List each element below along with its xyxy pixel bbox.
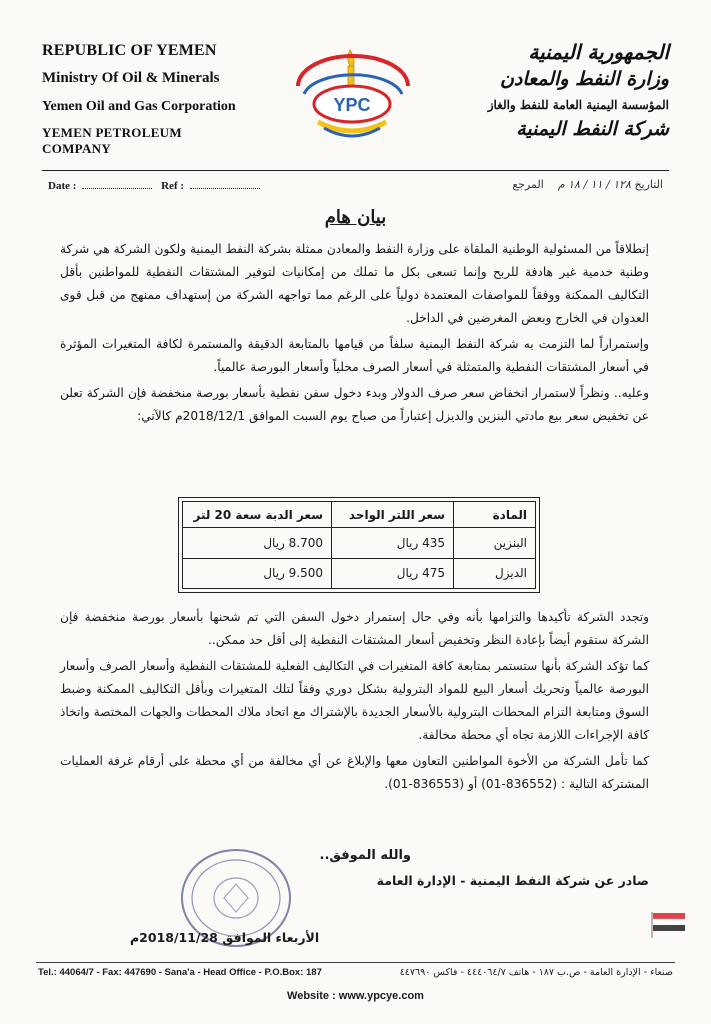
handwritten-date: ١٢٨ / ١١ / ١٨ م: [557, 178, 631, 191]
header-divider: [42, 170, 669, 171]
petrol-price-can: 8.700 ريال: [183, 528, 332, 558]
ypc-logo: [288, 44, 418, 144]
petrol-price-liter: 435 ريال: [332, 528, 454, 558]
company-name-ar: شركة النفط اليمنية: [516, 118, 669, 140]
paragraph-1: إنطلاقاً من المسئولية الوطنية الملقاة على وزارة النفط والمعادن ممثلة بشركة النفط اليمنية ولكون الشركة هي شركة وطنية خدمية غير هادفة للربح وإنما تسعى بكل ما تملك من إمكانيات لتوفير المشتقات النفطية للمواطنين بأقل التكاليف الممكنة ووفقاً للمواصفات المعتمدة دولياً على الرغم مما تواجهه الشركة من إستهداف ممنهج من قبل قوى العدوان في الخارج وبعض المغرضين في الداخل.: [60, 242, 649, 325]
diesel-price-liter: 475 ريال: [332, 558, 454, 588]
country-name-en: REPUBLIC OF YEMEN: [42, 42, 217, 59]
corporation-name-en: Yemen Oil and Gas Corporation: [42, 99, 236, 114]
footer-contact-en: Tel.: 44064/7 - Fax: 447690 - Sana'a - Head Office - P.O.Box: 187: [38, 967, 322, 978]
website-link[interactable]: Website : www.ypcye.com: [287, 990, 424, 1002]
ar-ref-label: المرجع: [512, 178, 544, 191]
date-ref-ar: [512, 178, 663, 191]
header-price-per-20l-can: سعر الدبة سعة 20 لتر: [183, 502, 332, 528]
footer-contact-ar: صنعاء - الإدارة العامة - ص.ب ١٨٧ - هاتف ٤٤٤٠٦٤/٧ - فاكس ٤٤٧٦٩٠: [399, 967, 673, 978]
header-price-per-liter: سعر اللتر الواحد: [332, 502, 454, 528]
price-table: [182, 501, 536, 589]
country-name-ar: الجمهورية اليمنية: [528, 40, 669, 64]
paragraph-5: كما تؤكد الشركة بأنها ستستمر بمتابعة كافة المتغيرات في التكاليف الفعلية للمشتقات النفطية وأسعار الصرف وأسعار البورصة عالمياً وتحريك أسعار البيع للمواد البترولية بشكل دوري وفقاً لتلك المتغيرات وبأقل التكاليف الممكنة وضبط السوق ومتابعة التزام المحطات البترولية بالأسعار الجديدة بالإشتراك مع اتحاد ملاك المحطات والجهات المختصة واتخاذ كافة الإجراءات اللازمة تجاه أي محطة مخالفة.: [60, 659, 649, 742]
company-name-en: YEMEN PETROLEUM COMPANY: [42, 125, 182, 156]
closing-phrase: والله الموفق..: [319, 848, 411, 863]
footer-contact: [38, 967, 673, 981]
date-label: Date :: [48, 180, 77, 192]
diesel-price-can: 9.500 ريال: [183, 558, 332, 588]
paragraph-6: كما تأمل الشركة من الأخوة المواطنين التعاون معها والإبلاغ عن أي مخالفة من أي محطة على أرقام غرفة العمليات المشتركة التالية : (836552-01) أو (836553-01).: [60, 754, 649, 791]
english-letterhead: [42, 42, 252, 157]
ministry-name-ar: وزارة النفط والمعادن: [499, 68, 669, 90]
date-ref-line: [42, 178, 669, 196]
logo-text: YPC: [333, 95, 371, 115]
statement-body: [60, 238, 649, 428]
ref-label: Ref :: [161, 180, 185, 192]
statement-body-continued: [60, 606, 649, 799]
table-header-row: [183, 502, 536, 528]
table-row: [183, 528, 536, 558]
document-title: بيان هام: [324, 207, 387, 228]
corporation-name-ar: المؤسسة اليمنية العامة للنفط والغاز: [487, 98, 669, 112]
ministry-name-en: Ministry Of Oil & Minerals: [42, 70, 220, 86]
date-ref-en: [48, 180, 266, 192]
footer-divider: [36, 962, 675, 963]
paragraph-4: وتجدد الشركة تأكيدها والتزامها بأنه وفي حال إستمرار دخول السفن التي تم شحنها بأسعار بورصة منخفضة فإن الشركة ستقوم أيضاً بإعادة النظر وتخفيض أسعار المشتقات النفطية إلى أقل حد ممكن..: [60, 610, 649, 647]
paragraph-3: وعليه.. ونظراً لاستمرار انخفاض سعر صرف الدولار وبدء دخول سفن نفطية بأسعار بورصة منخفضة فإن الشركة تعلن عن تخفيض سعر بيع مادتي البنزين والديزل إعتباراً من صباح يوم السبت الموافق 2018/12/1م كالآتي:: [60, 386, 649, 423]
yemen-flag-watermark: [650, 910, 688, 938]
material-petrol: البنزين: [454, 528, 536, 558]
issuer-line: صادر عن شركة النفط اليمنية - الإدارة العامة: [376, 873, 649, 888]
paragraph-2: وإستمراراً لما التزمت به شركة النفط اليمنية سلفاً من قيامها بالمتابعة الدقيقة والمستمرة لكافة المتغيرات المؤثرة في أسعار المشتقات النفطية والمتمثلة في أسعار الصرف محلياً وأسعار البورصة عالمياً.: [60, 337, 649, 374]
issue-date-line: الأربعاء الموافق 2018/11/28م: [130, 930, 320, 945]
header-material: المادة: [454, 502, 536, 528]
table-row: [183, 558, 536, 588]
price-table-frame: [178, 497, 540, 593]
ar-date-label: التاريخ: [634, 178, 663, 191]
material-diesel: الديزل: [454, 558, 536, 588]
arabic-letterhead: [449, 40, 669, 140]
